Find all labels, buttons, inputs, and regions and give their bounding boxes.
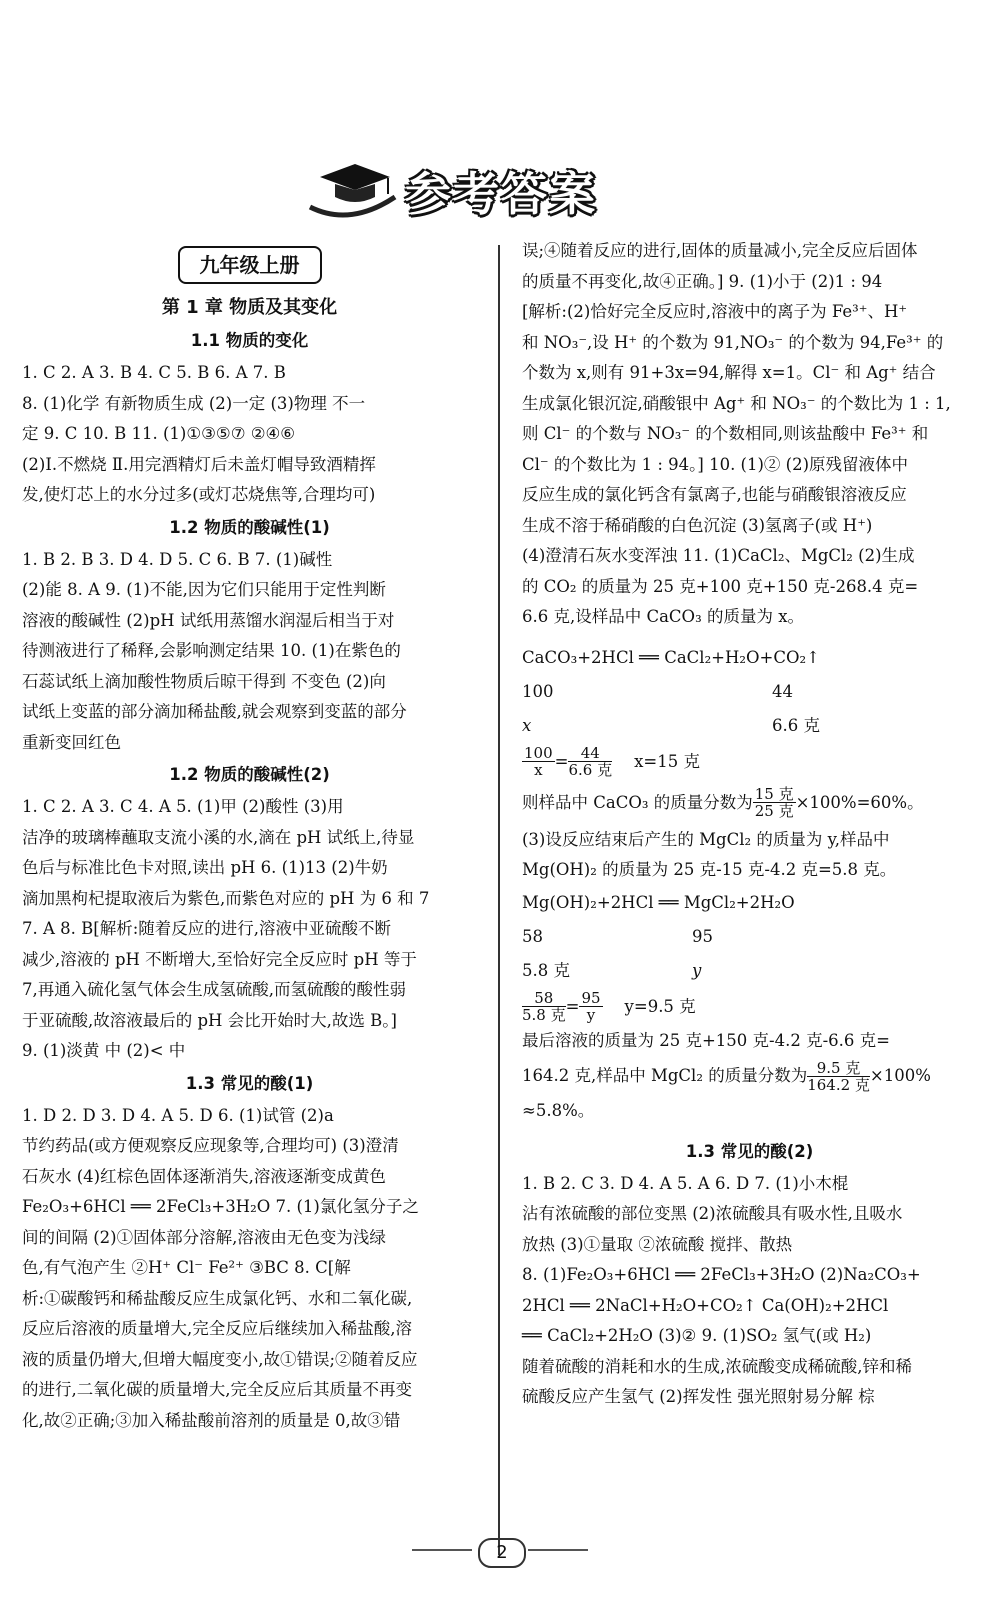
fraction: $\frac{100}{x}$ — [524, 744, 553, 779]
answer-line: 生成氯化银沉淀,硝酸银中 Ag⁺ 和 NO₃⁻ 的个数比为 1 : 1, — [522, 393, 951, 413]
answer-line: 8. (1)Fe₂O₃+6HCl ══ 2FeCl₃+3H₂O (2)Na₂CO₃+ — [522, 1265, 921, 1284]
answer-line: 放热 (3)①量取 ②浓硫酸 搅拌、散热 — [522, 1234, 793, 1254]
answer-line: 待测液进行了稀释,会影响测定结果 10. (1)在紫色的 — [22, 641, 401, 660]
chapter-title: 第 1 章 物质及其变化 — [161, 297, 338, 318]
answer-line: 6.6 克,设样品中 CaCO₃ 的质量为 x。 — [522, 607, 804, 626]
answer-line: 节约药品(或方便观察反应现象等,合理均可) (3)澄清 — [22, 1136, 399, 1155]
answer-line: 反应生成的氯化钙含有氯离子,也能与硝酸银溶液反应 — [522, 485, 907, 504]
fraction: $\frac{95}{y}$ — [581, 989, 601, 1024]
answer-line: 石蕊试纸上滴加酸性物质后晾干得到 不变色 (2)向 — [22, 671, 386, 691]
section-body — [22, 1101, 477, 1437]
ratio-left: 5.8 克 — [522, 960, 570, 980]
answer-line: 重新变回红色 — [22, 732, 121, 752]
answer-line: 液的质量仍增大,但增大幅度变小,故①错误;②随着反应 — [22, 1349, 418, 1369]
answer-line: 1. D 2. D 3. D 4. A 5. D 6. (1)试管 (2)a — [22, 1105, 334, 1125]
answer-line: Mg(OH)₂ 的质量为 25 克-15 克-4.2 克=5.8 克。 — [522, 860, 897, 879]
answer-line: 9. (1)淡黄 中 (2)< 中 — [22, 1041, 186, 1060]
ratio-right: 6.6 克 — [772, 715, 820, 735]
proportion-equation: $\frac{58}{\text{5.8 克}}$ = $\frac{95}{y}$ y=9.5 克 — [522, 989, 696, 1024]
equation-ratio-row — [522, 709, 977, 743]
mass-fraction-line: 164.2 克,样品中 MgCl₂ 的质量分数为 $\frac{\text{9.5 克}}{\text{164.2 克}}$ ×100% — [522, 1058, 931, 1094]
fraction: $\frac{\text{9.5 克}}{\text{164.2 克}}$ — [807, 1058, 870, 1094]
ratio-right: y — [692, 960, 702, 980]
answer-line: 减少,溶液的 pH 不断增大,至恰好完全反应时 pH 等于 — [22, 949, 417, 969]
volume-label: 九年级上册 — [178, 246, 322, 284]
answer-line: [解析:(2)恰好完全反应时,溶液中的离子为 Fe³⁺、H⁺ — [522, 302, 908, 321]
section-title: 1.1 物质的变化 — [190, 331, 309, 350]
answer-line: 石灰水 (4)红棕色固体逐渐消失,溶液逐渐变成黄色 — [22, 1166, 386, 1186]
answer-line: 1. C 2. A 3. B 4. C 5. B 6. A 7. B — [22, 363, 286, 382]
section-body — [22, 792, 477, 1067]
answer-line: 的 CO₂ 的质量为 25 克+100 克+150 克-268.4 克= — [522, 576, 919, 596]
section-title: 1.2 物质的酸碱性(1) — [169, 517, 330, 537]
answer-line: 间的间隔 (2)①固体部分溶解,溶液由无色变为浅绿 — [22, 1227, 386, 1247]
section-body — [22, 358, 477, 511]
page-number-ornament — [412, 1549, 472, 1551]
section-title: 1.3 常见的酸(1) — [185, 1073, 314, 1093]
fraction: $\frac{44}{\text{6.6 克}}$ — [568, 744, 613, 779]
section-title: 1.2 物质的酸碱性(2) — [169, 765, 330, 784]
answer-line: 溶液的酸碱性 (2)pH 试纸用蒸馏水润湿后相当于对 — [22, 610, 395, 630]
section-body — [522, 236, 977, 633]
column-divider — [498, 245, 500, 1555]
chemical-equation: CaCO₃+2HCl ══ CaCl₂+H₂O+CO₂↑ — [522, 647, 820, 667]
answer-line: (2)Ⅰ.不燃烧 Ⅱ.用完酒精灯后未盖灯帽导致酒精挥 — [22, 454, 376, 474]
answer-line: 误;④随着反应的进行,固体的质量减小,完全反应后固体 — [522, 241, 918, 260]
answer-line: 的进行,二氧化碳的质量增大,完全反应后其质量不再变 — [22, 1380, 412, 1399]
ratio-left: 58 — [522, 926, 543, 946]
page-number-ornament — [528, 1549, 588, 1551]
graduation-cap-icon — [300, 152, 400, 222]
ratio-left: x — [522, 715, 532, 735]
equation-ratio-row — [522, 954, 977, 988]
section-title: 1.3 常见的酸(2) — [685, 1141, 814, 1161]
answer-line: 洁净的玻璃棒蘸取支流小溪的水,滴在 pH 试纸上,待显 — [22, 827, 415, 847]
answer-line: 随着硫酸的消耗和水的生成,浓硫酸变成稀硫酸,锌和稀 — [522, 1356, 912, 1376]
answer-line: 7. A 8. B[解析:随着反应的进行,溶液中亚硫酸不断 — [22, 919, 392, 938]
answer-line: (3)设反应结束后产生的 MgCl₂ 的质量为 y,样品中 — [522, 829, 890, 849]
ratio-right: 44 — [772, 681, 793, 701]
section-body — [22, 545, 477, 759]
answer-line: (2)能 8. A 9. (1)不能,因为它们只能用于定性判断 — [22, 580, 386, 599]
ratio-right: 95 — [692, 926, 713, 946]
answer-line: 最后溶液的质量为 25 克+150 克-4.2 克-6.6 克= — [522, 1030, 890, 1050]
answer-line: 化,故②正确;③加入稀盐酸前溶剂的质量是 0,故③错 — [22, 1410, 401, 1430]
answer-line: 于亚硫酸,故溶液最后的 pH 会比开始时大,故选 B。] — [22, 1010, 397, 1030]
header-banner — [300, 148, 700, 228]
answer-line: 滴加黑枸杞提取液后为紫色,而紫色对应的 pH 为 6 和 7 — [22, 888, 430, 908]
chemical-equation: Mg(OH)₂+2HCl ══ MgCl₂+2H₂O — [522, 892, 795, 912]
answer-line: 和 NO₃⁻,设 H⁺ 的个数为 91,NO₃⁻ 的个数为 94,Fe³⁺ 的 — [522, 332, 944, 352]
answer-line: 色后与标准比色卡对照,读出 pH 6. (1)13 (2)牛奶 — [22, 858, 388, 877]
page-title: 参考答案 — [405, 167, 597, 221]
section-body — [522, 1169, 977, 1413]
answer-line: 析:①碳酸钙和稀盐酸反应生成氯化钙、水和二氧化碳, — [22, 1288, 413, 1308]
answer-line: 2HCl ══ 2NaCl+H₂O+CO₂↑ Ca(OH)₂+2HCl — [522, 1295, 889, 1315]
answer-line: 定 9. C 10. B 11. (1)①③⑤⑦ ②④⑥ — [22, 424, 296, 443]
answer-line: 7,再通入硫化氢气体会生成氢硫酸,而氢硫酸的酸性弱 — [22, 980, 406, 999]
answer-line: 则 Cl⁻ 的个数与 NO₃⁻ 的个数相同,则该盐酸中 Fe³⁺ 和 — [522, 424, 929, 443]
answer-line: 的质量不再变化,故④正确。] 9. (1)小于 (2)1 : 94 — [522, 271, 883, 291]
answer-line: 发,使灯芯上的水分过多(或灯芯烧焦等,合理均可) — [22, 485, 376, 504]
answer-line: Fe₂O₃+6HCl ══ 2FeCl₃+3H₂O 7. (1)氯化氢分子之 — [22, 1197, 419, 1216]
mass-fraction-line: 则样品中 CaCO₃ 的质量分数为 $\frac{\text{15 克}}{\text{25 克}}$ ×100%=60%。 — [522, 785, 924, 820]
fraction: $\frac{58}{\text{5.8 克}}$ — [522, 989, 566, 1024]
answer-line: Cl⁻ 的个数比为 1 : 94。] 10. (1)② (2)原残留液体中 — [522, 454, 909, 474]
answer-line: ≈5.8%。 — [522, 1101, 595, 1120]
equation-ratio-row — [522, 675, 977, 709]
fraction: $\frac{\text{15 克}}{\text{25 克}}$ — [754, 785, 794, 820]
answer-line: 1. B 2. C 3. D 4. A 5. A 6. D 7. (1)小木棍 — [522, 1173, 849, 1193]
equation-ratio-row — [522, 920, 977, 954]
answer-line: 反应后溶液的质量增大,完全反应后继续加入稀盐酸,溶 — [22, 1319, 412, 1338]
answer-line: 硫酸反应产生氢气 (2)挥发性 强光照射易分解 棕 — [522, 1387, 875, 1406]
answer-line: 1. C 2. A 3. C 4. A 5. (1)甲 (2)酸性 (3)用 — [22, 797, 344, 816]
proportion-equation: $\frac{100}{x}$ = $\frac{44}{\text{6.6 克}}$ x=15 克 — [524, 744, 700, 779]
answer-line: 个数为 x,则有 91+3x=94,解得 x=1。Cl⁻ 和 Ag⁺ 结合 — [522, 363, 936, 382]
answer-line: 1. B 2. B 3. D 4. D 5. C 6. B 7. (1)碱性 — [22, 549, 333, 569]
page-number: 2 — [478, 1538, 526, 1568]
answer-line: 试纸上变蓝的部分滴加稀盐酸,就会观察到变蓝的部分 — [22, 702, 407, 721]
ratio-left: 100 — [522, 681, 554, 701]
answer-line: 8. (1)化学 有新物质生成 (2)一定 (3)物理 不一 — [22, 393, 366, 413]
answer-line: 色,有气泡产生 ②H⁺ Cl⁻ Fe²⁺ ③BC 8. C[解 — [22, 1258, 351, 1277]
right-column — [522, 236, 977, 1413]
answer-line: (4)澄清石灰水变浑浊 11. (1)CaCl₂、MgCl₂ (2)生成 — [522, 546, 915, 565]
left-column — [22, 240, 477, 1436]
answer-line: ══ CaCl₂+2H₂O (3)② 9. (1)SO₂ 氢气(或 H₂) — [522, 1326, 872, 1345]
answer-line: 生成不溶于稀硝酸的白色沉淀 (3)氢离子(或 H⁺) — [522, 515, 873, 535]
answer-line: 沾有浓硫酸的部位变黑 (2)浓硫酸具有吸水性,且吸水 — [522, 1204, 903, 1223]
